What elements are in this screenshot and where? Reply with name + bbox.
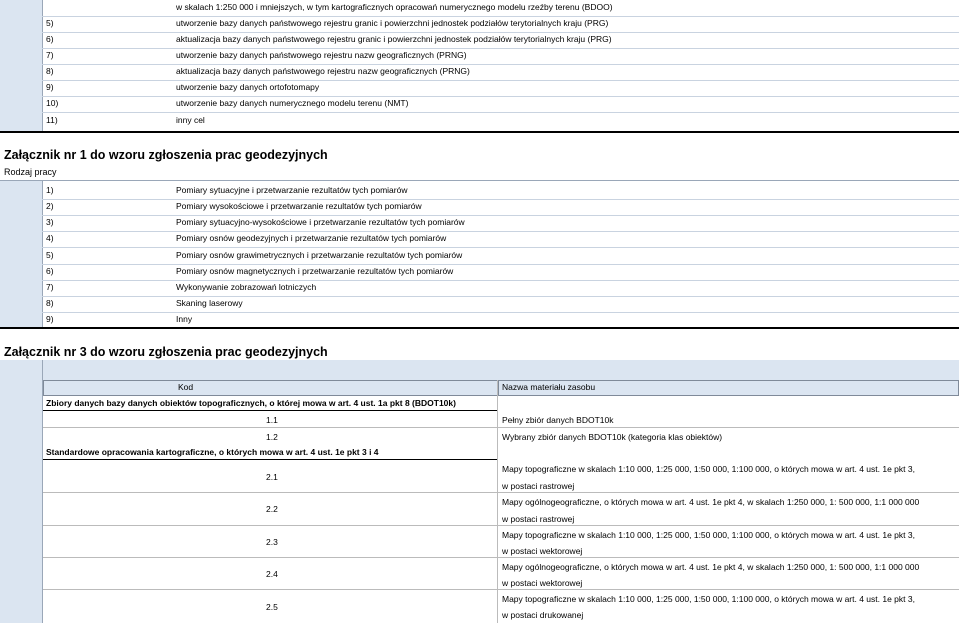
divider [43, 459, 497, 460]
list-item: 5) utworzenie bazy danych państwowego rejestru granic i powierzchni jednostek podziałów terytorialnych kraju (PRG) [42, 16, 959, 33]
list-item: 5) Pomiary osnów grawimetrycznych i przetwarzanie rezultatów tych pomiarów [42, 248, 959, 265]
table-cell-nazwa: w postaci rastrowej [502, 514, 575, 524]
list-item: 9) utworzenie bazy danych ortofotomapy [42, 80, 959, 97]
annex3-table [0, 360, 959, 623]
annex1-gutter [0, 181, 43, 327]
list-item: 6) aktualizacja bazy danych państwowego rejestru granic i powierzchni jednostek podziałów terytorialnych kraju (PRG) [42, 32, 959, 49]
divider [43, 589, 959, 590]
top-list [0, 0, 959, 131]
table-cell-nazwa: w postaci drukowanej [502, 610, 584, 620]
list-item: 3) Pomiary sytuacyjno-wysokościowe i przetwarzanie rezultatów tych pomiarów [42, 215, 959, 232]
list-item: 1) Pomiary sytuacyjne i przetwarzanie rezultatów tych pomiarów [42, 183, 959, 200]
list-item: 2) Pomiary wysokościowe i przetwarzanie rezultatów tych pomiarów [42, 199, 959, 216]
column-header-kod: Kod [43, 380, 499, 396]
table-cell-nazwa: Pełny zbiór danych BDOT10k [502, 415, 614, 425]
annex1-title: Załącznik nr 1 do wzoru zgłoszenia prac geodezyjnych [4, 148, 328, 162]
list-item: 6) Pomiary osnów magnetycznych i przetwarzanie rezultatów tych pomiarów [42, 264, 959, 281]
list-item: w skalach 1:250 000 i mniejszych, w tym kartograficznych opracowań numerycznego modelu rzeźby terenu (BDOO) [42, 0, 959, 17]
divider [43, 557, 959, 558]
table-cell-nazwa: w postaci rastrowej [502, 481, 575, 491]
column-header-nazwa: Nazwa materiału zasobu [498, 380, 959, 396]
list-item: 9) Inny [46, 314, 193, 324]
divider [43, 427, 959, 428]
divider [0, 131, 959, 133]
table-cell-nazwa: w postaci wektorowej [502, 578, 583, 588]
table-cell-kod: 1.2 [266, 432, 278, 442]
table-cell-nazwa: w postaci wektorowej [502, 546, 583, 556]
divider [497, 380, 498, 623]
annex3-title: Załącznik nr 3 do wzoru zgłoszenia prac geodezyjnych [4, 345, 328, 359]
table-cell-kod: 2.1 [266, 472, 278, 482]
table-cell-nazwa: Mapy topograficzne w skalach 1:10 000, 1:25 000, 1:50 000, 1:100 000, o których mowa w art. 4 ust. 1e pkt 3, [502, 464, 915, 474]
table-cell-kod: 2.5 [266, 602, 278, 612]
table-cell-kod: 2.3 [266, 537, 278, 547]
table-cell-nazwa: Wybrany zbiór danych BDOT10k (kategoria klas obiektów) [502, 432, 723, 442]
list-item: 7) Wykonywanie zobrazowań lotniczych [42, 280, 959, 297]
group-header: Standardowe opracowania kartograficzne, o których mowa w art. 4 ust. 1e pkt 3 i 4 [46, 447, 379, 457]
list-item: 11) inny cel [46, 115, 205, 125]
list-item: 7) utworzenie bazy danych państwowego rejestru nazw geograficznych (PRNG) [42, 48, 959, 65]
list-item: 8) aktualizacja bazy danych państwowego rejestru nazw geograficznych (PRNG) [42, 64, 959, 81]
table-cell-kod: 2.2 [266, 504, 278, 514]
divider [0, 327, 959, 329]
divider [43, 410, 497, 411]
annex1-list [0, 181, 959, 327]
list-item: 10) utworzenie bazy danych numerycznego modelu terenu (NMT) [42, 96, 959, 113]
list-item: 8) Skaning laserowy [42, 296, 959, 313]
top-list-gutter [0, 0, 43, 131]
group-header: Zbiory danych bazy danych obiektów topograficznych, o której mowa w art. 4 ust. 1a pkt 8 (BDOT10k) [46, 398, 456, 408]
table-cell-kod: 2.4 [266, 569, 278, 579]
table-cell-nazwa: Mapy ogólnogeograficzne, o których mowa w art. 4 ust. 1e pkt 4, w skalach 1:250 000, 1: 500 000, 1:1 000 000 [502, 562, 920, 572]
list-item: 4) Pomiary osnów geodezyjnych i przetwarzanie rezultatów tych pomiarów [42, 231, 959, 248]
table-cell-nazwa: Mapy topograficzne w skalach 1:10 000, 1:25 000, 1:50 000, 1:100 000, o których mowa w art. 4 ust. 1e pkt 3, [502, 530, 915, 540]
divider [43, 525, 959, 526]
table-cell-nazwa: Mapy ogólnogeograficzne, o których mowa w art. 4 ust. 1e pkt 4, w skalach 1:250 000, 1: 500 000, 1:1 000 000 [502, 497, 920, 507]
annex3-header-band [0, 360, 959, 380]
annex1-label: Rodzaj pracy [4, 167, 57, 177]
table-cell-kod: 1.1 [266, 415, 278, 425]
table-cell-nazwa: Mapy topograficzne w skalach 1:10 000, 1:25 000, 1:50 000, 1:100 000, o których mowa w art. 4 ust. 1e pkt 3, [502, 594, 915, 604]
annex3-gutter [0, 360, 43, 623]
divider [43, 492, 959, 493]
